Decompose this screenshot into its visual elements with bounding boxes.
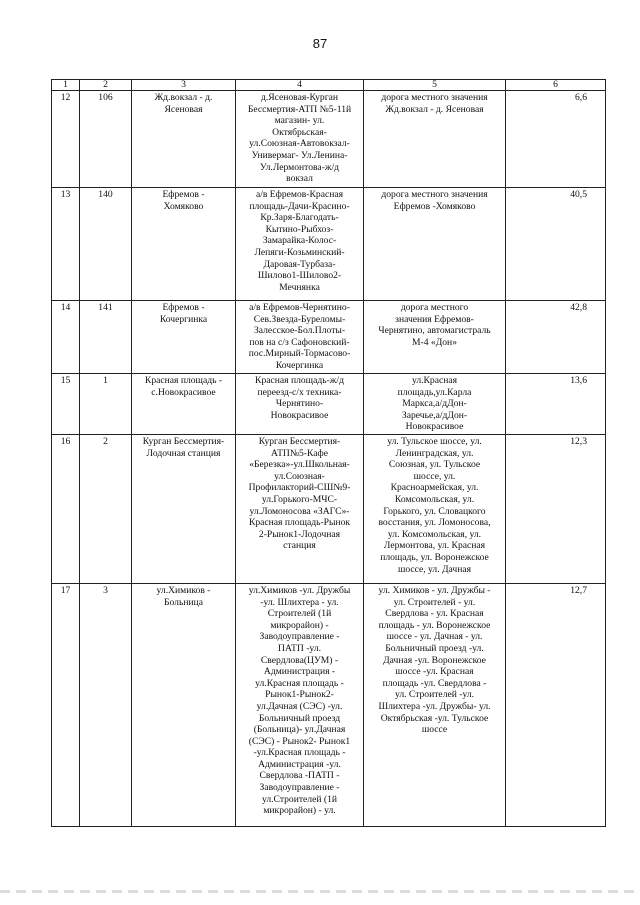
table-row xyxy=(52,91,606,188)
route-length: 6,6 xyxy=(506,91,606,188)
table-row xyxy=(52,583,606,826)
route-length: 12,7 xyxy=(506,583,606,826)
routes-table xyxy=(51,79,606,827)
route-length: 13,6 xyxy=(506,374,606,435)
column-header: 6 xyxy=(506,80,606,91)
column-header: 4 xyxy=(236,80,364,91)
road-description: дорога местного значения Ефремов- Чернятино, автомагистраль М-4 «Дон» xyxy=(364,301,506,374)
column-header: 5 xyxy=(364,80,506,91)
route-path: Красная площадь-ж/д переезд-с/х техника- Чернятино- Новокрасивое xyxy=(236,374,364,435)
row-number: 16 xyxy=(52,434,80,583)
table-row xyxy=(52,374,606,435)
road-description: ул. Тульское шоссе, ул. Ленинградская, ул. Союзная, ул. Тульское шоссе, ул. Красноармейская, ул. Комсомольская, ул. Горького, ул. Словацкого восстания, ул. Ломоносова, ул. Комсомольская, ул. Лермонтова, ул. Красная площадь, ул. Воронежское шоссе, ул. Дачная xyxy=(364,434,506,583)
route-name: ул.Химиков - Больница xyxy=(132,583,236,826)
column-header: 3 xyxy=(132,80,236,91)
column-header: 1 xyxy=(52,80,80,91)
row-number: 12 xyxy=(52,91,80,188)
route-length: 40,5 xyxy=(506,188,606,301)
row-number: 15 xyxy=(52,374,80,435)
row-number: 17 xyxy=(52,583,80,826)
route-name: Ефремов - Хомяково xyxy=(132,188,236,301)
road-description: ул. Химиков - ул. Дружбы - ул. Строителей - ул. Свердлова - ул. Красная площадь - ул. Воронежское шоссе - ул. Дачная - ул. Больничный проезд -ул. Дачная -ул. Воронежское шоссе -ул. Красная площадь -ул. Свердлова - ул. Строителей -ул. Шлихтера -ул. Дружбы- ул. Октябрьская -ул. Тульское шоссе xyxy=(364,583,506,826)
route-number: 140 xyxy=(80,188,132,301)
road-description: ул.Красная площадь,ул.Карла Маркса,а/дДон- Заречье,а/дДон- Новокрасивое xyxy=(364,374,506,435)
table-row xyxy=(52,188,606,301)
row-number: 14 xyxy=(52,301,80,374)
route-name: Красная площадь - с.Новокрасивое xyxy=(132,374,236,435)
road-description: дорога местного значения Жд.вокзал - д. Ясеновая xyxy=(364,91,506,188)
page-number: 87 xyxy=(312,36,328,51)
route-path: а/в Ефремов-Чернятино- Сев.Звезда-Буреломы- Залесское-Бол.Плоты- пов на с/з Сафоновский- пос.Мирный-Тормасово- Кочергинка xyxy=(236,301,364,374)
road-description: дорога местного значения Ефремов -Хомяково xyxy=(364,188,506,301)
route-length: 42,8 xyxy=(506,301,606,374)
route-number: 2 xyxy=(80,434,132,583)
row-number: 13 xyxy=(52,188,80,301)
table-header-row xyxy=(52,80,606,91)
table-row xyxy=(52,434,606,583)
route-name: Курган Бессмертия- Лодочная станция xyxy=(132,434,236,583)
route-number: 106 xyxy=(80,91,132,188)
route-name: Жд.вокзал - д. Ясеновая xyxy=(132,91,236,188)
route-path: Курган Бессмертия- АТП№5-Кафе «Березка»-ул.Школьная- ул.Союзная- Профилакторий-СШ№9- ул.Горького-МЧС- ул.Ломоносова «ЗАГС»- Красная площадь-Рынок 2-Рынок1-Лодочная станция xyxy=(236,434,364,583)
route-number: 3 xyxy=(80,583,132,826)
route-path: д.Ясеновая-Курган Бессмертия-АТП №5-11й магазин- ул. Октябрьская- ул.Союзная-Автовокзал- Универмаг- Ул.Ленина- Ул.Лермонтова-ж/д вокзал xyxy=(236,91,364,188)
scan-edge-divider xyxy=(0,890,640,893)
route-number: 1 xyxy=(80,374,132,435)
table-row xyxy=(52,301,606,374)
route-path: а/в Ефремов-Красная площадь-Дачи-Красино- Кр.Заря-Благодать- Кытино-Рыбхоз- Замарайка-Колос- Лепяги-Козьминский- Даровая-Турбаза- Шилово1-Шилово2- Мечнянка xyxy=(236,188,364,301)
column-header: 2 xyxy=(80,80,132,91)
route-name: Ефремов - Кочергинка xyxy=(132,301,236,374)
route-path: ул.Химиков -ул. Дружбы -ул. Шлихтера - ул. Строителей (1й микрорайон) - Заводоуправление - ПАТП -ул. Свердлова(ЦУМ) - Администрация - ул.Красная площадь - Рынок1-Рынок2- ул.Дачная (СЭС) -ул. Больничный проезд (Больница)- ул.Дачная (СЭС) - Рынок2- Рынок1 -ул.Красная площадь - Администрация -ул. Свердлова -ПАТП - Заводоуправление - ул.Строителей (1й микрорайон) - ул. xyxy=(236,583,364,826)
route-length: 12,3 xyxy=(506,434,606,583)
route-number: 141 xyxy=(80,301,132,374)
